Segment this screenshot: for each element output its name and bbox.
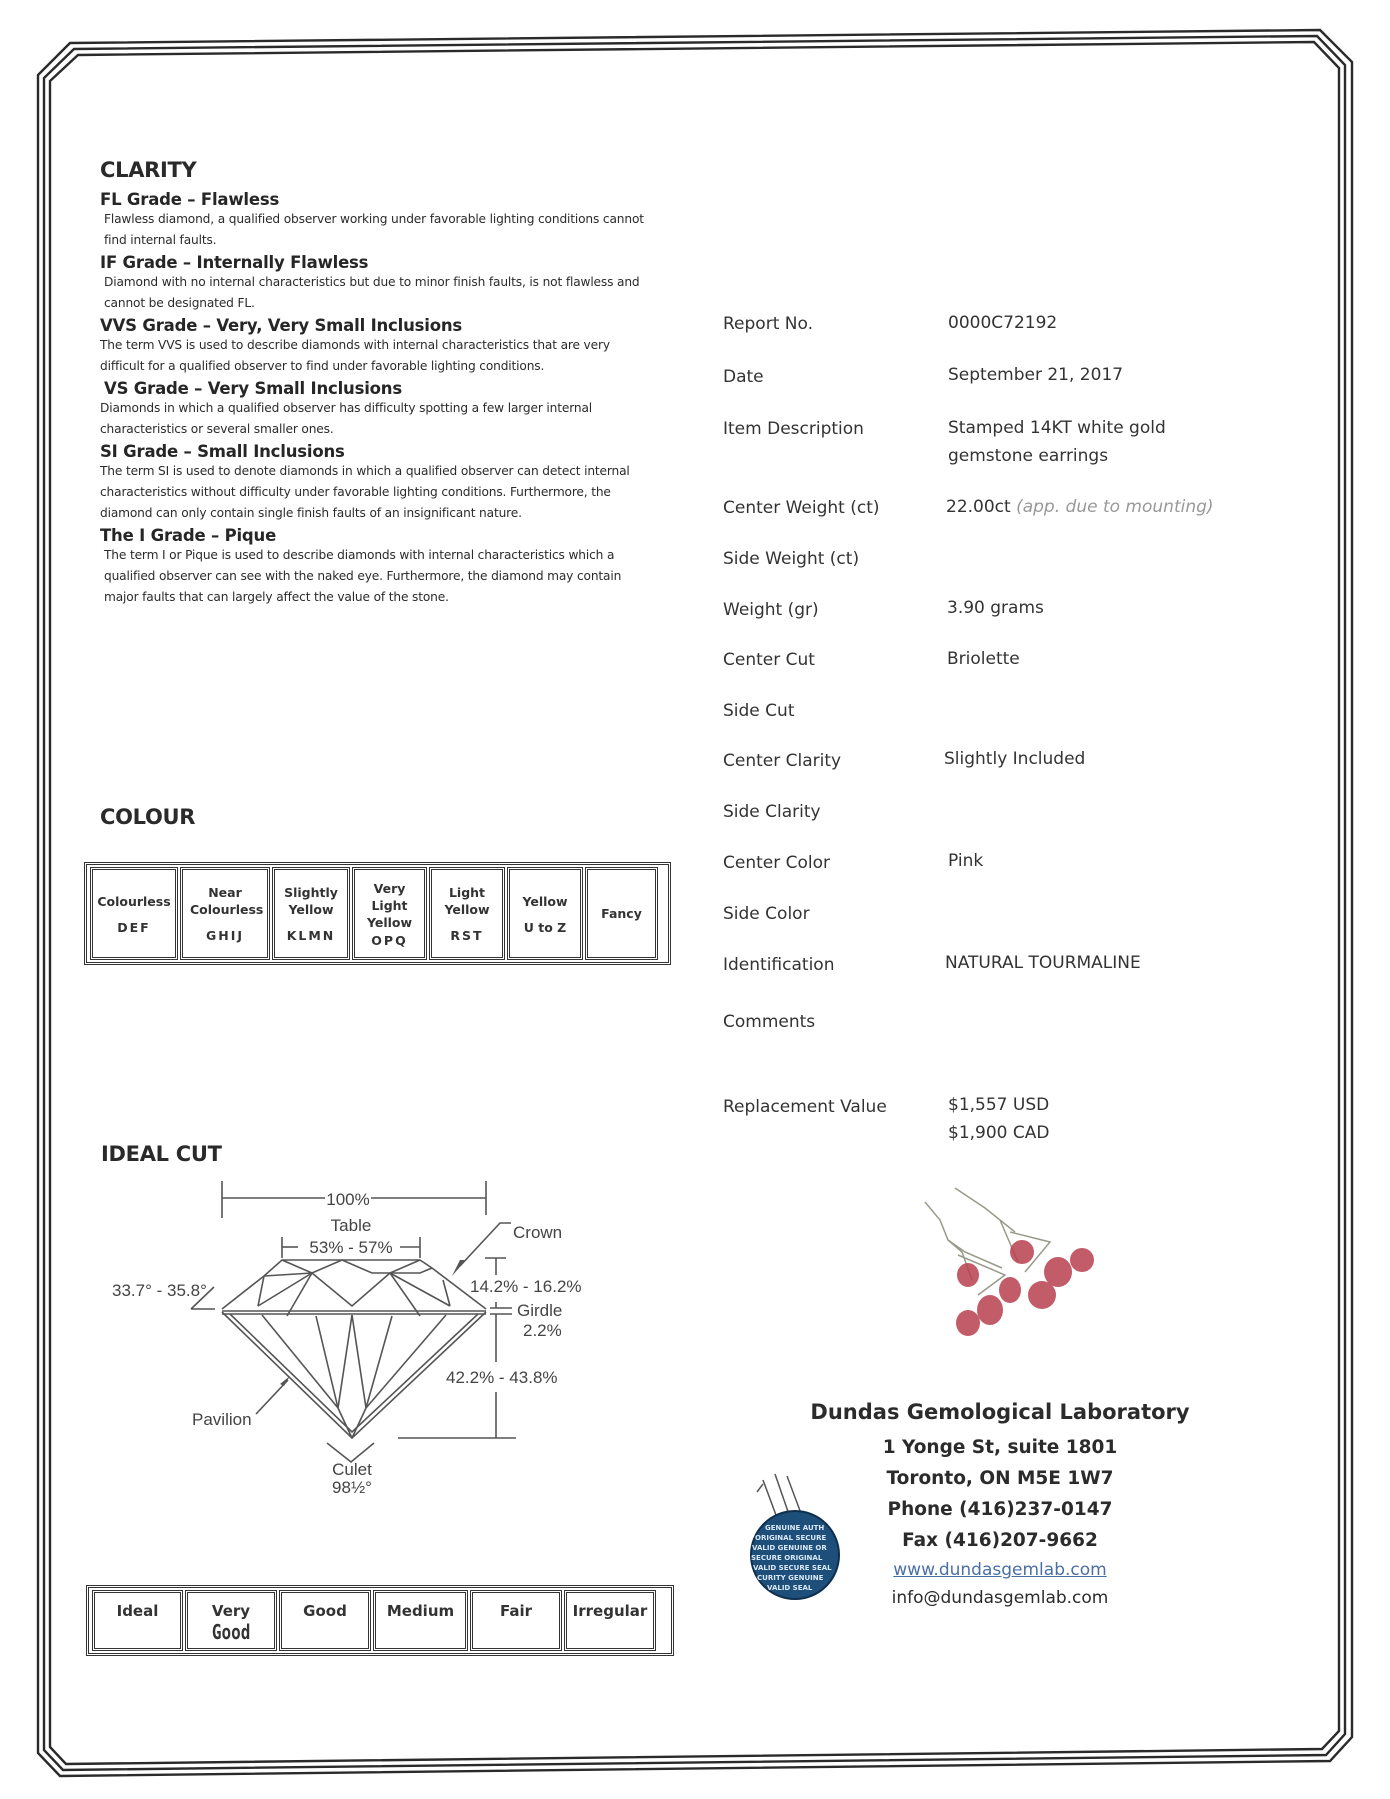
colour-cell-light-yellow bbox=[429, 867, 505, 960]
cut-cell-irregular bbox=[564, 1590, 656, 1651]
field-label-side-clarity: Side Clarity bbox=[723, 802, 821, 822]
grade-title: IF Grade – Internally Flawless bbox=[100, 253, 369, 272]
field-value-weight-gr: 3.90 grams bbox=[947, 598, 1044, 618]
diagram-total-width: 100% bbox=[326, 1190, 370, 1209]
svg-text:VALID SEAL: VALID SEAL bbox=[767, 1584, 813, 1592]
diagram-crown-height: 14.2% - 16.2% bbox=[470, 1277, 582, 1296]
svg-text:CURITY GENUINE: CURITY GENUINE bbox=[757, 1574, 824, 1582]
svg-text:VALID GENUINE OR: VALID GENUINE OR bbox=[752, 1544, 827, 1552]
ideal-cut-diagram bbox=[80, 1130, 680, 1510]
cut-cell-very-good bbox=[185, 1590, 277, 1651]
cut-cell-fair bbox=[470, 1590, 562, 1651]
diagram-pavilion-depth: 42.2% - 43.8% bbox=[446, 1368, 558, 1387]
item-description-line2: gemstone earrings bbox=[948, 446, 1109, 466]
diagram-girdle-value: 2.2% bbox=[523, 1321, 562, 1340]
lab-address-line2: Toronto, ON M5E 1W7 bbox=[886, 1468, 1114, 1489]
colour-cell-fancy bbox=[585, 867, 658, 960]
colour-grades: OPQ bbox=[371, 932, 408, 948]
field-value-identification: NATURAL TOURMALINE bbox=[945, 953, 1141, 973]
replacement-value-cad: $1,900 CAD bbox=[948, 1123, 1050, 1143]
field-value-replacement-value bbox=[948, 1091, 1049, 1147]
colour-grades: GHIJ bbox=[205, 928, 245, 943]
field-label-side-cut: Side Cut bbox=[723, 701, 795, 721]
clarity-grade-i bbox=[100, 526, 645, 608]
lab-email[interactable]: info@dundasgemlab.com bbox=[891, 1588, 1109, 1608]
diagram-girdle-label: Girdle bbox=[517, 1301, 563, 1320]
cut-grade-table bbox=[86, 1585, 674, 1656]
cut-label: Medium bbox=[386, 1602, 455, 1620]
colour-label: Slightly Yellow bbox=[284, 885, 338, 917]
cut-label: Very bbox=[211, 1602, 251, 1620]
colour-label: Colourless bbox=[97, 893, 171, 909]
ideal-cut-title: IDEAL CUT bbox=[101, 1142, 222, 1166]
lab-fax: Fax (416)207-9662 bbox=[902, 1530, 1098, 1551]
grade-title: VVS Grade – Very, Very Small Inclusions bbox=[100, 316, 463, 335]
colour-grades: DEF bbox=[117, 919, 151, 935]
field-value-report-no: 0000C72192 bbox=[948, 313, 1058, 333]
field-label-center-clarity: Center Clarity bbox=[723, 751, 842, 771]
field-label-center-cut: Center Cut bbox=[723, 650, 815, 670]
center-weight-note: (app. due to mounting) bbox=[1016, 497, 1214, 517]
grade-description: The term VVS is used to describe diamonds with internal characteristics that are very difficult for a qualified observer to find under favorable lighting conditions. bbox=[100, 338, 610, 373]
field-label-side-weight: Side Weight (ct) bbox=[723, 549, 860, 569]
lab-contact bbox=[780, 1400, 1220, 1612]
colour-grades: KLMN bbox=[286, 928, 336, 943]
clarity-section bbox=[100, 158, 645, 610]
grade-title: FL Grade – Flawless bbox=[100, 190, 280, 209]
svg-text:GENUINE AUTH: GENUINE AUTH bbox=[765, 1524, 825, 1532]
field-value-date: September 21, 2017 bbox=[948, 365, 1124, 385]
cut-label: Good bbox=[303, 1602, 347, 1620]
field-value-item-description bbox=[948, 414, 1166, 470]
field-value-center-cut: Briolette bbox=[947, 649, 1020, 669]
field-label-date: Date bbox=[723, 367, 764, 387]
field-label-replacement-value: Replacement Value bbox=[723, 1097, 887, 1117]
clarity-grade-if bbox=[100, 253, 645, 314]
clarity-grade-vvs bbox=[100, 316, 645, 377]
colour-label: Light Yellow bbox=[444, 885, 490, 917]
cut-label: Fair bbox=[499, 1602, 533, 1620]
grade-description: Flawless diamond, a qualified observer working under favorable lighting conditions cannot find internal faults. bbox=[104, 212, 644, 247]
cut-cell-medium bbox=[373, 1590, 468, 1651]
clarity-grade-si bbox=[100, 442, 645, 524]
field-label-weight-gr: Weight (gr) bbox=[723, 600, 819, 620]
field-label-identification: Identification bbox=[723, 955, 835, 975]
cut-selected-mark: Good bbox=[211, 1620, 251, 1644]
item-description-line1: Stamped 14KT white gold bbox=[948, 418, 1166, 438]
field-label-side-color: Side Color bbox=[723, 904, 810, 924]
diagram-culet-angle: 98½° bbox=[332, 1478, 372, 1497]
grade-title: SI Grade – Small Inclusions bbox=[100, 442, 345, 461]
grade-description: The term SI is used to denote diamonds in which a qualified observer can detect internal characteristics without difficulty under favorable lighting conditions. Furthermore, the diamond can only contain single finish faults of an insignificant nature. bbox=[100, 464, 630, 520]
colour-cell-near-colourless bbox=[180, 867, 270, 960]
colour-cell-colourless bbox=[90, 867, 178, 960]
diagram-culet-label: Culet bbox=[332, 1460, 372, 1479]
cut-cell-ideal bbox=[92, 1590, 183, 1651]
replacement-value-usd: $1,557 USD bbox=[948, 1095, 1050, 1115]
colour-label: Fancy bbox=[601, 906, 642, 921]
cut-label: Irregular bbox=[572, 1602, 648, 1620]
svg-text:ORIGINAL SECURE: ORIGINAL SECURE bbox=[755, 1534, 827, 1542]
colour-label: Very Light Yellow bbox=[366, 880, 413, 930]
lab-address-line1: 1 Yonge St, suite 1801 bbox=[882, 1437, 1118, 1458]
cut-label: Ideal bbox=[116, 1602, 159, 1620]
colour-label: Near Colourless bbox=[190, 885, 264, 917]
field-label-item-description: Item Description bbox=[723, 419, 864, 439]
lab-website-link[interactable]: www.dundasgemlab.com bbox=[893, 1560, 1107, 1580]
lab-phone: Phone (416)237-0147 bbox=[887, 1499, 1113, 1520]
colour-scale-table bbox=[84, 862, 671, 965]
colour-title: COLOUR bbox=[100, 805, 196, 829]
grade-description: Diamond with no internal characteristics but due to minor finish faults, is not flawless and cannot be designated FL. bbox=[104, 275, 640, 310]
clarity-grade-vs bbox=[100, 379, 645, 440]
grade-description: Diamonds in which a qualified observer has difficulty spotting a few larger internal characteristics or several smaller ones. bbox=[100, 401, 592, 436]
field-label-report-no: Report No. bbox=[723, 314, 813, 334]
field-value-center-color: Pink bbox=[948, 851, 984, 871]
lab-name: Dundas Gemological Laboratory bbox=[810, 1400, 1190, 1424]
diagram-crown-label: Crown bbox=[513, 1223, 563, 1242]
colour-cell-slightly-yellow bbox=[272, 867, 350, 960]
field-value-center-weight bbox=[946, 493, 1214, 521]
svg-text:VALID SECURE SEAL: VALID SECURE SEAL bbox=[753, 1564, 832, 1572]
field-label-comments: Comments bbox=[723, 1012, 816, 1032]
center-weight-value: 22.00ct bbox=[946, 497, 1011, 517]
diagram-crown-angle: 33.7° - 35.8° bbox=[112, 1281, 207, 1300]
diagram-pavilion-label: Pavilion bbox=[192, 1410, 252, 1429]
grade-description: The term I or Pique is used to describe diamonds with internal characteristics which a qualified observer can see with the naked eye. Furthermore, the diamond may contain major faults that can largely affect the value of the stone. bbox=[104, 548, 622, 604]
field-label-center-weight: Center Weight (ct) bbox=[723, 498, 880, 518]
grade-title: The I Grade – Pique bbox=[100, 526, 277, 545]
clarity-title: CLARITY bbox=[100, 158, 197, 182]
diagram-table-label: Table bbox=[330, 1216, 372, 1235]
clarity-grade-fl bbox=[100, 190, 645, 251]
colour-grades: RST bbox=[450, 928, 484, 943]
earrings-photo bbox=[910, 1180, 1110, 1340]
cut-cell-good bbox=[279, 1590, 371, 1651]
grade-title: VS Grade – Very Small Inclusions bbox=[104, 379, 402, 398]
colour-label: Yellow bbox=[522, 893, 568, 909]
colour-cell-yellow bbox=[507, 867, 583, 960]
diagram-table-range: 53% - 57% bbox=[309, 1238, 393, 1257]
field-value-center-clarity: Slightly Included bbox=[944, 749, 1086, 769]
colour-cell-very-light-yellow bbox=[352, 867, 427, 960]
colour-grades: U to Z bbox=[523, 919, 567, 935]
field-label-center-color: Center Color bbox=[723, 853, 831, 873]
svg-text:SECURE ORIGINAL: SECURE ORIGINAL bbox=[751, 1554, 823, 1562]
